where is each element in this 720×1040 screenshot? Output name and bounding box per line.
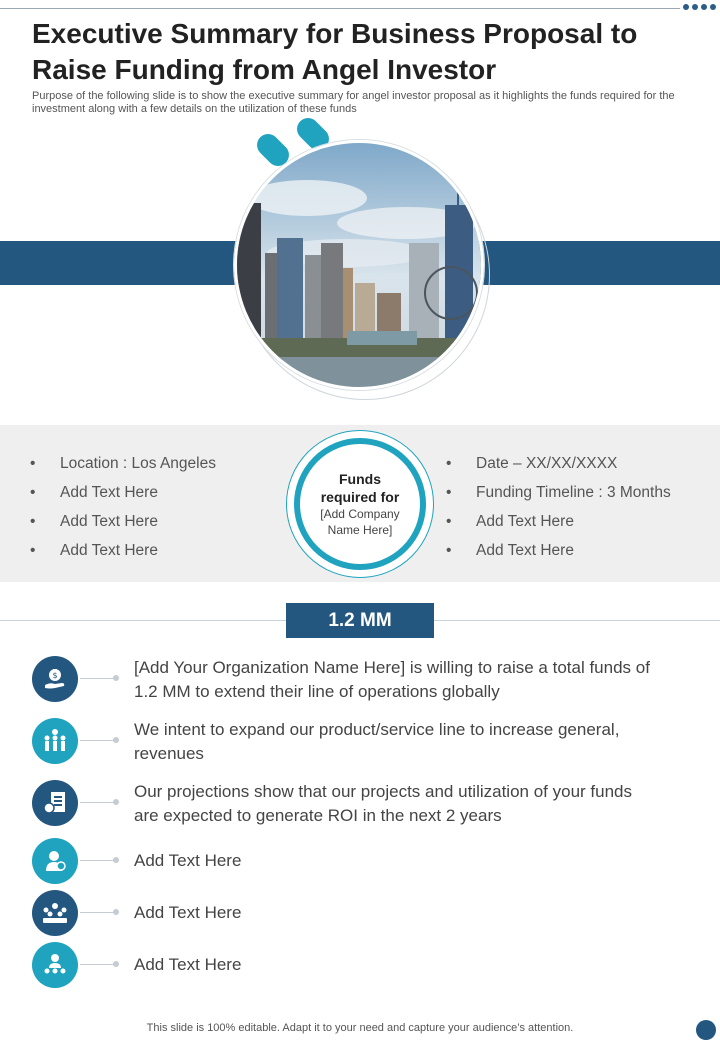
summary-item-text: Our projections show that our projects and utilization of your funds are expected to generate ROI in the next 2 years: [134, 782, 632, 825]
connector-line: [80, 740, 116, 741]
leader-team-icon: [32, 942, 78, 988]
funds-required-ring: [294, 438, 426, 570]
user-profile-icon: [32, 838, 78, 884]
svg-text:$: $: [52, 671, 58, 680]
detail-item: • Add Text Here: [30, 483, 216, 512]
banner-band-right: [470, 241, 720, 285]
top-dots-decoration: [683, 4, 716, 10]
detail-item: • Add Text Here: [30, 512, 216, 541]
summary-item-text: Add Text Here: [134, 955, 242, 974]
page-subtitle: Purpose of the following slide is to show the executive summary for angel investor proposal as it highlights the funds required for the investment along with a few details on the utilization of these funds: [32, 90, 675, 115]
top-rule: [0, 8, 680, 9]
company-name-placeholder: [Add Company Name Here]: [320, 507, 400, 537]
group-meeting-icon: [32, 890, 78, 936]
summary-item-text: We intent to expand our product/service line to increase general, revenues: [134, 720, 620, 763]
detail-item: • Add Text Here: [30, 541, 216, 570]
detail-item: • Date – XX/XX/XXXX: [446, 454, 671, 483]
detail-item: • Add Text Here: [446, 541, 671, 570]
details-list-left: [30, 454, 216, 570]
corner-dot-decoration: [696, 1020, 716, 1040]
banner-band-left: [0, 241, 250, 285]
connector-line: [80, 912, 116, 913]
page-title: Executive Summary for Business Proposal to Raise Funding from Angel Investor: [32, 18, 638, 85]
city-skyline-image: [234, 140, 484, 390]
team-network-icon: [32, 718, 78, 764]
connector-line: [80, 802, 116, 803]
money-bag-hand-icon: [32, 656, 78, 702]
connector-line: [80, 860, 116, 861]
summary-item-text: Add Text Here: [134, 903, 242, 922]
detail-item: • Location : Los Angeles: [30, 454, 216, 483]
connector-line: [80, 964, 116, 965]
detail-item: • Funding Timeline : 3 Months: [446, 483, 671, 512]
summary-item-text: Add Text Here: [134, 851, 242, 870]
summary-item-text: [Add Your Organization Name Here] is willing to raise a total funds of 1.2 MM to extend their line of operations globally: [134, 658, 650, 701]
report-document-icon: [32, 780, 78, 826]
funds-required-title: Funds required for: [320, 471, 400, 505]
funding-amount-badge: 1.2 MM: [286, 603, 434, 638]
footer-note: This slide is 100% editable. Adapt it to your need and capture your audience’s attention.: [146, 1022, 574, 1034]
connector-line: [80, 678, 116, 679]
funds-required-circle: [286, 430, 434, 578]
detail-item: • Add Text Here: [446, 512, 671, 541]
details-list-right: [446, 454, 671, 570]
